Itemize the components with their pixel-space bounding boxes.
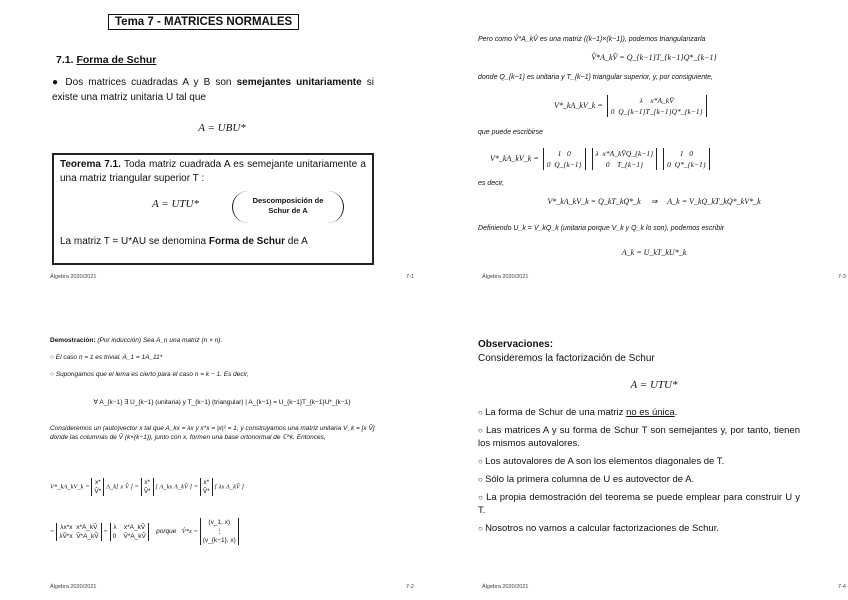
section-heading (56, 54, 156, 66)
matrix-2-c: 0 (546, 160, 551, 169)
section-number: 7.1. (56, 54, 74, 66)
proof-heading (50, 336, 390, 345)
vector-x-1 (91, 478, 104, 496)
item-6-text: Nosotros no vamos a calcular factorizaciones de Schur. (485, 523, 719, 534)
vector-x-1-bottom: V̂* (94, 488, 102, 495)
footer-course: Álgebra 2020/2021 (482, 584, 529, 590)
schur-decomposition-note (232, 191, 344, 223)
matrix-1-d: Q_{k−1}T_{k−1}Q*_{k−1} (618, 107, 703, 116)
page-title: Tema 7 - MATRICES NORMALES (108, 14, 299, 30)
matrix-3-a: λ (595, 149, 599, 158)
equation-3 (490, 148, 712, 170)
matrix-5-a: λx*x (60, 523, 73, 531)
matrix-2 (543, 148, 586, 170)
equation-2 (554, 95, 709, 117)
slide-footer (50, 584, 414, 590)
eq-block-1-part-a: A_k[ x V̂ ] = (106, 483, 139, 491)
matrix-2-b: 0 (566, 149, 571, 158)
observations-intro: Consideremos la factorización de Schur (478, 353, 655, 364)
slide-7-4 (462, 318, 846, 600)
matrix-6-b: x*A_kV̂ (123, 523, 146, 531)
theorem-box (52, 153, 374, 265)
theorem-footer-b: de A (285, 236, 308, 247)
matrix-3-c: 0 (605, 160, 610, 169)
text-line-5: Definiendo U_k = V_kQ_k (unitaria porque V_k y Q_k lo son), podemos escribir (478, 225, 725, 232)
theorem-footer (60, 235, 308, 249)
footer-course: Álgebra 2020/2021 (482, 274, 529, 280)
item-3-text: Los autovalores de A son los elementos diagonales de T. (485, 456, 725, 467)
theorem-footer-bold: Forma de Schur (208, 236, 286, 247)
list-item (478, 406, 800, 419)
matrix-5-c: λV̂*x (59, 532, 73, 540)
matrix-6-a: λ (113, 523, 117, 531)
matrix-5-b: x*A_kV̂ (76, 523, 98, 531)
matrix-6-d: V̂*A_kV̂ (123, 532, 146, 540)
eq-block-1-part-b: [ A_kx A_kV̂ ] = (155, 483, 199, 491)
vector-x-2-top: x* (144, 479, 151, 486)
induction-equation: ∀ A_{k−1} ∃ U_{k−1} (unitaria) y T_{k−1} (triangular) | A_{k−1} = U_{k−1}T_{k−1}U*_{k−1} (93, 399, 351, 406)
vector-x-3 (200, 478, 213, 496)
matrix-3-d: T_{k−1} (616, 160, 643, 169)
porque-equation: V̂*x = (181, 528, 198, 536)
equation-4: V*_kA_kV_k = Q_kT_kQ*_k ⇒ A_k = V_kQ_kT_kQ*_kV*_k (547, 197, 761, 206)
equation-5: A_k = U_kT_kU*_k (621, 248, 687, 257)
column-vector-top: (v_1, x) (208, 519, 231, 526)
proof-bullet-2: ○ Supongamos que el lema es cierto para el caso n = k − 1. Es decir, (50, 371, 249, 378)
theorem-label: Teorema 7.1. (60, 159, 121, 170)
note-line-1: Descomposición de (252, 196, 324, 205)
vector-x-2-bottom: V̂* (143, 488, 151, 495)
proof-intro: (Por inducción) Sea A_n una matriz (n × n). (95, 337, 223, 344)
equation-3-lhs: V*_kA_kV_k = (490, 153, 539, 163)
eq-block-2-lhs: = (50, 528, 55, 536)
list-item (478, 424, 800, 450)
list-item (478, 455, 800, 468)
matrix-5-d: V̂*A_kV̂ (76, 532, 99, 540)
theorem-footer-a: La matriz T = U*AU se denomina (60, 236, 209, 247)
column-vector-mid: ⋮ (216, 528, 223, 535)
definition-bold: semejantes unitariamente (236, 77, 362, 88)
column-vector-bottom: (v_{k−1}, x) (202, 537, 236, 544)
item-4-text: Sólo la primera columna de U es autovector de A. (485, 474, 695, 485)
eq-block-1-lhs: V*_kA_kV_k = (50, 483, 90, 491)
page-number: 7-4 (838, 584, 846, 590)
matrix-4-b: 0 (689, 149, 693, 158)
matrix-1-b: x*A_kV̂ (650, 96, 674, 105)
matrix-4-c: 0 (667, 160, 671, 169)
matrix-1-a: λ (639, 96, 643, 105)
equation-1: V̂*A_kV̂ = Q_{k−1}T_{k−1}Q*_{k−1} (591, 53, 717, 62)
matrix-3-b: x*A_kV̂Q_{k−1} (602, 149, 654, 158)
proof-paragraph: Consideremos un (auto)vector x tal que A_kx = λx y x*x = |x|² = 1, y construyamos una matriz unitaria V_k = [x V̂] donde las columnas de V̂ (k×(k−1)), junto con x, formen una base ortonormal de ℂ^k. Entonces, (50, 425, 375, 441)
page-number: 7-2 (406, 584, 414, 590)
definition-text-b: si existe una matriz unitaria U tal que (52, 77, 374, 103)
list-item (478, 473, 800, 486)
observations-list (478, 406, 800, 540)
matrix-2-d: Q_{k−1} (554, 160, 582, 169)
slide-footer (482, 584, 846, 590)
vector-x-1-top: x* (94, 479, 101, 486)
porque-label: porque (156, 528, 177, 536)
list-item (478, 491, 800, 517)
proof-bullet-1: ○ El caso n = 1 es trivial. A_1 = 1A_11* (50, 354, 163, 361)
theorem-text: Toda matriz cuadrada A es semejante unitariamente a una matriz triangular superior T : (60, 159, 366, 184)
equation-block-1 (50, 478, 390, 496)
page-number: 7-1 (406, 274, 414, 280)
definition-text-a: Dos matrices cuadradas A y B son (65, 77, 237, 88)
column-vector (200, 518, 239, 545)
footer-course: Álgebra 2020/2021 (50, 274, 97, 280)
item-1-text: La forma de Schur de una matriz (485, 407, 627, 418)
matrix-6-c: 0 (112, 532, 117, 540)
matrix-1-c: 0 (610, 107, 615, 116)
item-5-text: La propia demostración del teorema se puede emplear para construir U y T. (478, 492, 800, 516)
matrix-3 (592, 148, 658, 170)
list-item (478, 522, 800, 535)
item-1-end: . (674, 407, 678, 418)
slide-7-2 (30, 318, 414, 600)
matrix-5 (56, 523, 101, 541)
item-1-underlined: no es única (626, 407, 675, 418)
text-line-2: donde Q_{k−1} es unitaria y T_{k−1} triangular superior, y, por consiguiente, (478, 74, 713, 81)
matrix-6 (110, 523, 149, 541)
matrix-1 (607, 95, 707, 117)
text-line-3: que puede escribirse (478, 129, 543, 136)
equation-2-lhs: V*_kA_kV_k = (554, 100, 603, 110)
text-line-1: Pero como V̂*A_kV̂ es una matriz ((k−1)×(k−1)), podemos triangularizarla (478, 36, 706, 43)
matrix-4-a: 1 (679, 149, 684, 158)
slide-7-1 (30, 8, 414, 290)
schur-equation: A = UTU* (630, 379, 678, 391)
equation-block-2: = λx*x x*A_kV̂ λV̂*x V̂*A_kV̂ = λ x*A_kV̂ 0 V̂*A_kV̂ porque V̂*x = (v_1, x) ⋮ (v_{k−1}, x) (50, 518, 390, 545)
item-2-text: Las matrices A y su forma de Schur T son semejantes y, por tanto, tienen los mismos autovalores. (478, 425, 800, 449)
vector-x-3-bottom: V̂* (202, 488, 210, 495)
schur-equation: A = UTU* (152, 198, 199, 210)
note-line-2: Schur de A (268, 206, 308, 215)
slide-footer (482, 274, 846, 280)
matrix-2-a: 1 (557, 149, 562, 158)
vector-x-3-top: x* (203, 479, 210, 486)
slide-footer (50, 274, 414, 280)
footer-course: Álgebra 2020/2021 (50, 584, 97, 590)
similarity-equation: A = UBU* (198, 122, 246, 134)
vector-x-2 (141, 478, 154, 496)
page-number: 7-3 (838, 274, 846, 280)
observations-heading: Observaciones: (478, 339, 554, 350)
definition-paragraph: ● Dos matrices cuadradas A y B son semejantes unitariamente si existe una matriz unitaria U tal que (52, 77, 374, 103)
proof-label: Demostración: (50, 337, 96, 344)
matrix-4 (663, 148, 710, 170)
matrix-4-d: Q*_{k−1} (674, 160, 706, 169)
slide-7-3 (462, 8, 846, 290)
text-line-4: es decir, (478, 180, 505, 187)
eq-block-1-part-c: [ λx A_kV̂ ] (214, 483, 245, 491)
section-title: Forma de Schur (76, 54, 157, 66)
